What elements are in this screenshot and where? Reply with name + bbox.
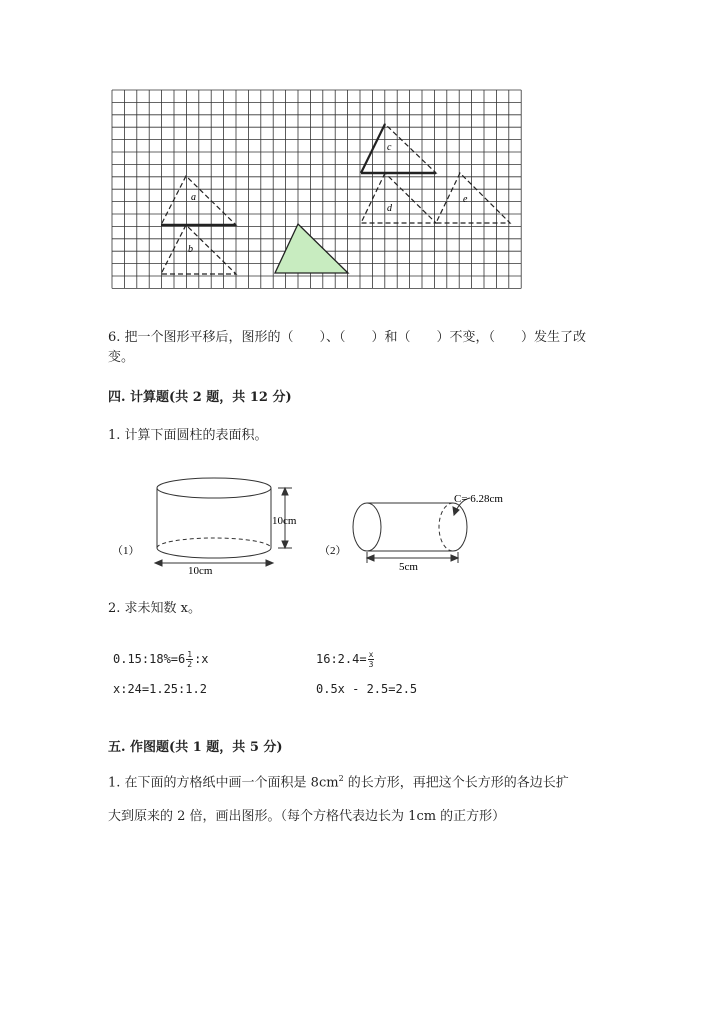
section-5-title: 五. 作图题(共 1 题，共 5 分) [108,740,283,755]
eq1-right: :x [194,652,209,666]
eq1-fraction: $\frac{1}{2}$ [187,650,193,669]
fig1-index: （1） [112,545,140,557]
equation-2 [316,650,375,669]
question-6: 6. 把一个图形平移后，图形的（ ）、（ ）和（ ）不变，（ ）发生了改变。 [108,330,587,365]
fig2-index: （2） [319,545,347,557]
label-d: d [387,203,392,214]
label-b: b [188,244,193,255]
cylinder-2 [353,498,470,563]
eq2-fraction: $\frac{x}{3}$ [368,650,374,669]
label-a: a [191,192,196,203]
cylinder-figures [108,470,528,580]
question-4-1-prompt: 1. 计算下面圆柱的表面积。 [108,428,268,443]
q5-line2: 大到原来的 2 倍，画出图形。（每个方格代表边长为 1cm 的正方形） [108,809,506,825]
equation-3: x:24=1.25:1.2 [113,682,207,696]
eq2-left: 16:2.4= [316,652,367,666]
question-4-2-prompt: 2. 求未知数 x。 [108,601,201,616]
eq1-left: 0.15:18%=6 [113,652,186,666]
fig2-length: 5cm [399,561,418,573]
question-5-1 [108,762,608,834]
fig1-diameter: 10cm [188,565,213,577]
section-4-title: 四. 计算题(共 2 题，共 12 分) [108,390,292,405]
equation-4: 0.5x - 2.5=2.5 [316,682,418,696]
shape-c-left [361,124,385,173]
translation-grid-figure [108,86,528,296]
equation-1 [113,650,209,669]
fig2-circumference: C= 6.28cm [454,493,503,505]
fig1-height: 10cm [272,515,297,527]
label-c: c [387,142,392,153]
q5-line1: 1. 在下面的方格纸中画一个面积是 $8cm^2$ 的长方形，再把这个长方形的各边长扩 [108,774,569,791]
label-e: e [463,194,468,205]
